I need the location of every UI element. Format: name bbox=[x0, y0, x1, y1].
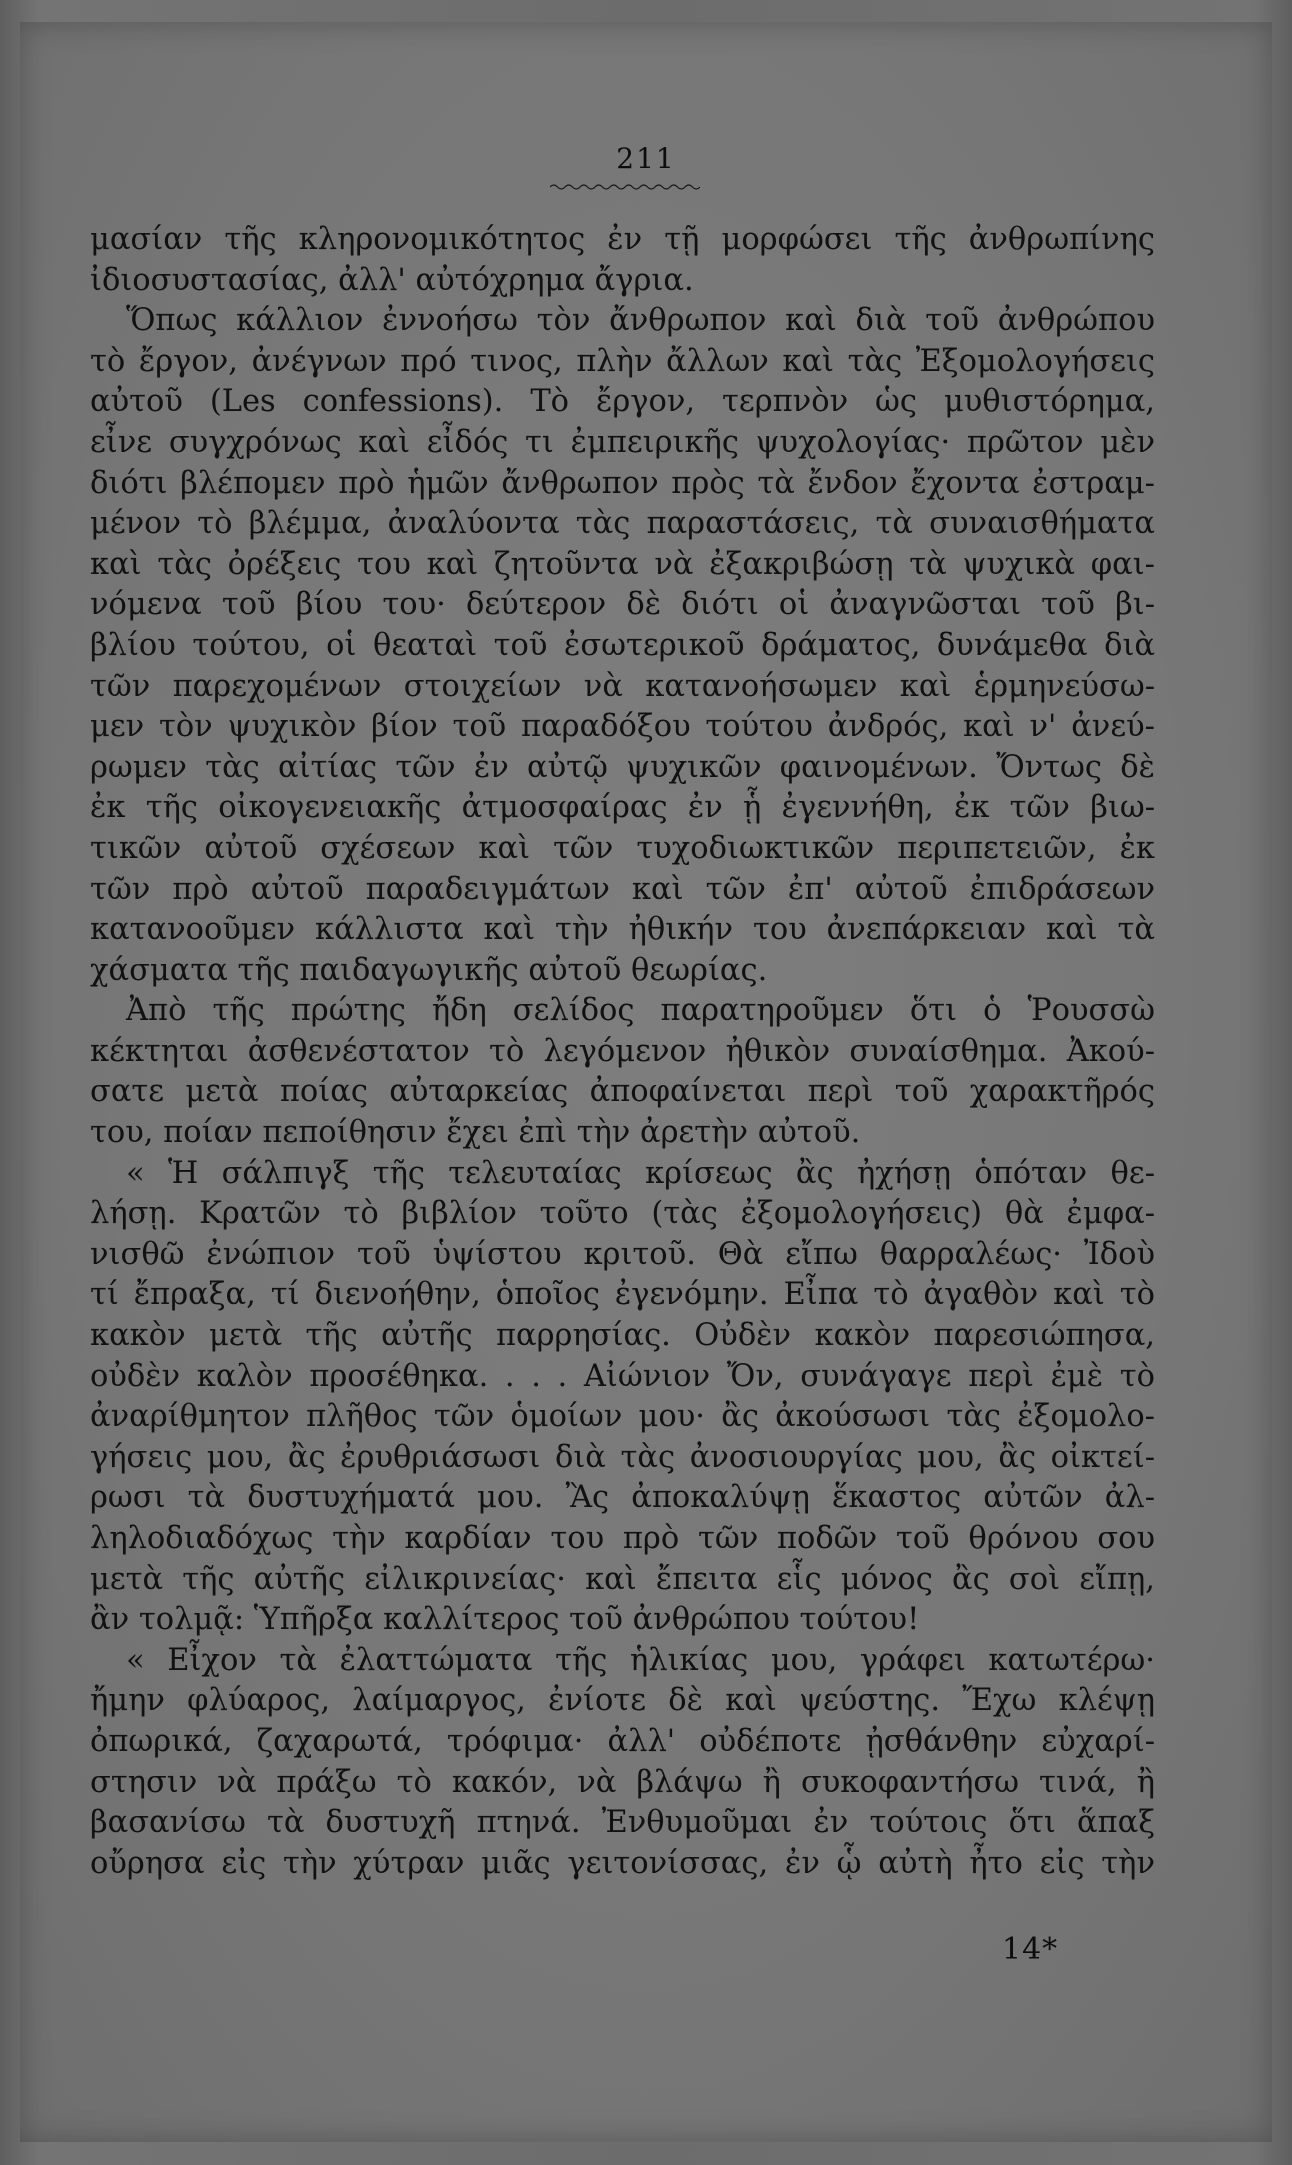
text-line: ἂν τολμᾷ: Ὑπῆρξα καλλίτερος τοῦ ἀνθρώπου τούτου! bbox=[90, 1602, 920, 1638]
text-line: σατε μετὰ ποίας αὐταρκείας ἀποφαίνεται περὶ τοῦ χαρακτῆρός bbox=[90, 1074, 1155, 1110]
text-line: μένον τὸ βλέμμα, ἀναλύοντα τὰς παραστάσεις, τὰ συναισθήματα bbox=[90, 506, 1155, 542]
text-line: τί ἔπραξα, τί διενοήθην, ὁποῖος ἐγενόμην. Εἶπα τὸ ἀγαθὸν καὶ τὸ bbox=[90, 1277, 1155, 1313]
page-number: 211 bbox=[616, 142, 676, 175]
text-line: βασανίσω τὰ δυστυχῆ πτηνά. Ἐνθυμοῦμαι ἐν τούτοις ὅτι ἅπαξ bbox=[90, 1805, 1155, 1841]
text-line: τικῶν αὐτοῦ σχέσεων καὶ τῶν τυχοδιωκτικῶν περιπετειῶν, ἐκ bbox=[90, 830, 1155, 866]
wavy-rule-ornament bbox=[550, 182, 700, 192]
text-line: Ὅπως κάλλιον ἐννοήσω τὸν ἄνθρωπον καὶ διὰ τοῦ ἀνθρώπου bbox=[126, 303, 1155, 339]
body-text bbox=[90, 220, 1155, 1920]
text-line: μεν τὸν ψυχικὸν βίον τοῦ παραδόξου τούτου ἀνδρός, καὶ ν' ἀνεύ- bbox=[90, 709, 1155, 745]
text-line: ὀπωρικά, ζαχαρωτά, τρόφιμα· ἀλλ' οὐδέποτε ᾐσθάνθην εὐχαρί- bbox=[90, 1723, 1155, 1759]
text-line: τῶν πρὸ αὐτοῦ παραδειγμάτων καὶ τῶν ἐπ' αὐτοῦ ἐπιδράσεων bbox=[90, 871, 1155, 907]
text-line: κέκτηται ἀσθενέστατον τὸ λεγόμενον ἠθικὸν συναίσθημα. Ἀκού- bbox=[90, 1033, 1155, 1069]
text-line: κατανοοῦμεν κάλλιστα καὶ τὴν ἠθικήν του ἀνεπάρκειαν καὶ τὰ bbox=[90, 912, 1155, 948]
text-line: ρωμεν τὰς αἰτίας τῶν ἐν αὐτῷ ψυχικῶν φαινομένων. Ὄντως δὲ bbox=[90, 749, 1155, 785]
text-line: τὸ ἔργον, ἀνέγνων πρό τινος, πλὴν ἄλλων καὶ τὰς Ἐξομολογήσεις bbox=[90, 343, 1155, 379]
text-line: γήσεις μου, ἂς ἐρυθριάσωσι διὰ τὰς ἀνοσιουργίας μου, ἂς οἰκτεί- bbox=[90, 1439, 1155, 1475]
text-line: κακὸν μετὰ τῆς αὐτῆς παρρησίας. Οὐδὲν κακὸν παρεσιώπησα, bbox=[90, 1318, 1155, 1354]
text-line: νισθῶ ἐνώπιον τοῦ ὑψίστου κριτοῦ. Θὰ εἴπω θαρραλέως· Ἰδοὺ bbox=[90, 1236, 1155, 1272]
text-line: ἐκ τῆς οἰκογενειακῆς ἀτμοσφαίρας ἐν ᾗ ἐγεννήθη, ἐκ τῶν βιω- bbox=[90, 790, 1155, 826]
text-line: καὶ τὰς ὀρέξεις του καὶ ζητοῦντα νὰ ἐξακριβώσῃ τὰ ψυχικὰ φαι- bbox=[90, 546, 1155, 582]
text-line: στησιν νὰ πράξω τὸ κακόν, νὰ βλάψω ἢ συκοφαντήσω τινά, ἢ bbox=[90, 1764, 1155, 1800]
text-line: ἀναρίθμητον πλῆθος τῶν ὁμοίων μου· ἂς ἀκούσωσι τὰς ἐξομολο- bbox=[90, 1399, 1155, 1435]
text-line: « Ἡ σάλπιγξ τῆς τελευταίας κρίσεως ἂς ἠχήσῃ ὁπόταν θε- bbox=[126, 1155, 1155, 1191]
text-line: Ἀπὸ τῆς πρώτης ἤδη σελίδος παρατηροῦμεν ὅτι ὁ Ῥουσσὼ bbox=[126, 993, 1155, 1029]
text-line: οὐδὲν καλὸν προσέθηκα. . . . Αἰώνιον Ὄν, συνάγαγε περὶ ἐμὲ τὸ bbox=[90, 1358, 1155, 1394]
text-line: χάσματα τῆς παιδαγωγικῆς αὐτοῦ θεωρίας. bbox=[90, 952, 768, 988]
text-line: οὔρησα εἰς τὴν χύτραν μιᾶς γειτονίσσας, ἐν ᾧ αὐτὴ ἦτο εἰς τὴν bbox=[90, 1845, 1155, 1881]
text-line: μασίαν τῆς κληρονομικότητος ἐν τῇ μορφώσει τῆς ἀνθρωπίνης bbox=[90, 222, 1155, 257]
text-line: ρωσι τὰ δυστυχήματά μου. Ἂς ἀποκαλύψῃ ἕκαστος αὐτῶν ἀλ- bbox=[90, 1480, 1155, 1516]
signature-mark: 14* bbox=[1002, 1932, 1059, 1967]
text-line: αὐτοῦ (Les confessions). Τὸ ἔργον, τερπνὸν ὡς μυθιστόρημα, bbox=[90, 384, 1155, 420]
text-line: ληλοδιαδόχως τὴν καρδίαν του πρὸ τῶν ποδῶν τοῦ θρόνου σου bbox=[90, 1521, 1155, 1556]
text-line: εἶνε συγχρόνως καὶ εἶδός τι ἐμπειρικῆς ψυχολογίας· πρῶτον μὲν bbox=[90, 424, 1155, 460]
text-line: διότι βλέπομεν πρὸ ἡμῶν ἄνθρωπον πρὸς τὰ ἔνδον ἔχοντα ἐστραμ- bbox=[90, 465, 1155, 501]
text-line: βλίου τούτου, οἱ θεαταὶ τοῦ ἐσωτερικοῦ δράματος, δυνάμεθα διὰ bbox=[90, 627, 1155, 663]
text-line: λήσῃ. Κρατῶν τὸ βιβλίον τοῦτο (τὰς ἐξομολογήσεις) θὰ ἐμφα- bbox=[90, 1196, 1155, 1232]
text-line: τῶν παρεχομένων στοιχείων νὰ κατανοήσωμεν καὶ ἑρμηνεύσω- bbox=[90, 668, 1155, 704]
text-line: νόμενα τοῦ βίου του· δεύτερον δὲ διότι οἱ ἀναγνῶσται τοῦ βι- bbox=[90, 587, 1155, 623]
text-line: « Εἶχον τὰ ἐλαττώματα τῆς ἡλικίας μου, γράφει κατωτέρω· bbox=[126, 1642, 1155, 1678]
text-line: ἤμην φλύαρος, λαίμαργος, ἐνίοτε δὲ καὶ ψεύστης. Ἔχω κλέψῃ bbox=[90, 1683, 1155, 1719]
text-line: μετὰ τῆς αὐτῆς εἰλικρινείας· καὶ ἔπειτα εἷς μόνος ἂς σοὶ εἴπῃ, bbox=[90, 1561, 1155, 1597]
book-page bbox=[20, 22, 1272, 2142]
text-line: του, ποίαν πεποίθησιν ἔχει ἐπὶ τὴν ἀρετὴν αὐτοῦ. bbox=[90, 1115, 861, 1151]
text-line: ἰδιοσυστασίας, ἀλλ' αὐτόχρημα ἄγρια. bbox=[90, 262, 694, 298]
